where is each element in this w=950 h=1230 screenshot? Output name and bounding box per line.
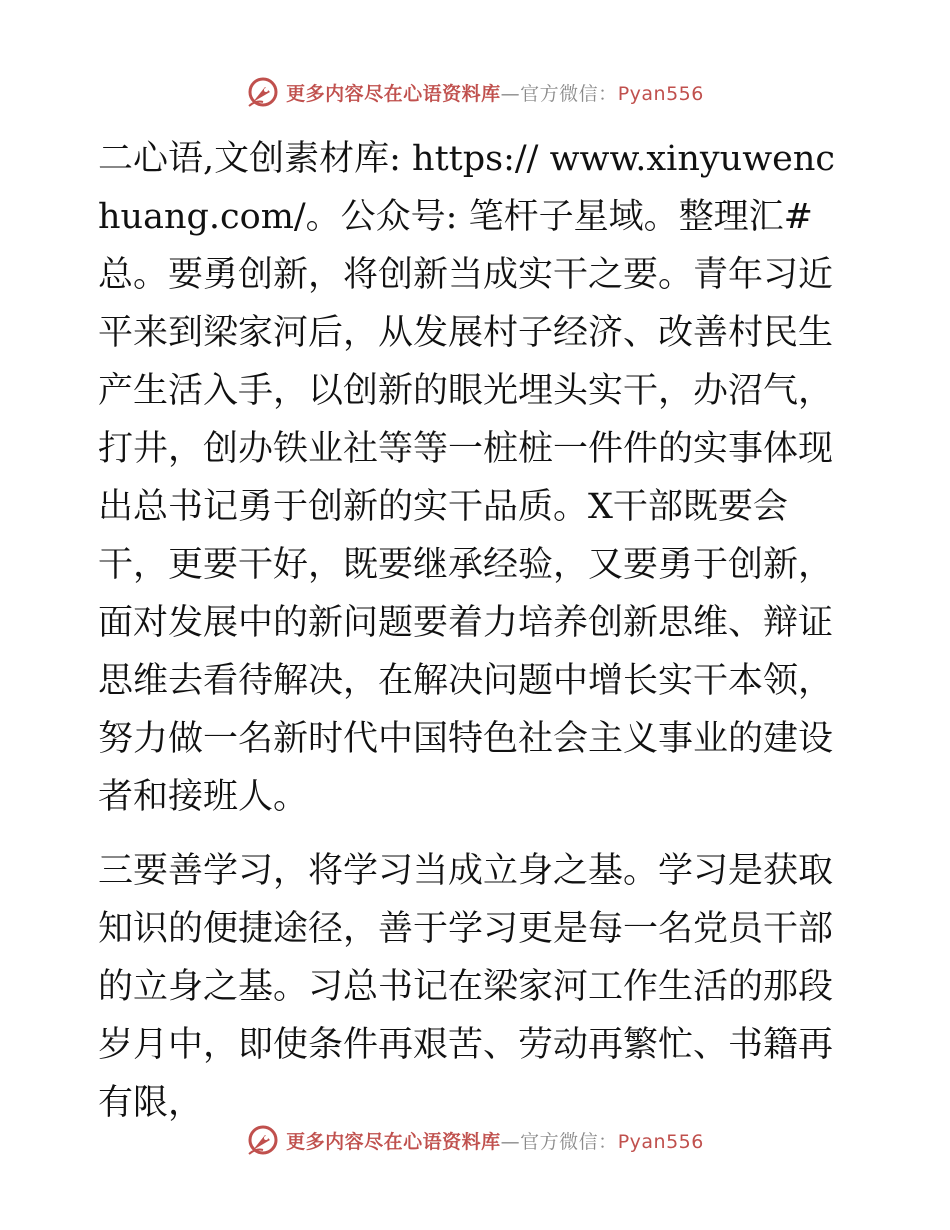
header-banner-text bbox=[286, 79, 704, 106]
header-banner bbox=[0, 72, 950, 112]
header-banner-separator: — bbox=[500, 82, 521, 105]
paragraph-1: 二心语,文创素材库: https:// www.xinyuwenchuang.com/。公众号: 笔杆子星域。整理汇#总。要勇创新，将创新当成实干之要。青年习近平来到梁家河后，从发展村子经济、改善村民生产生活入手，以创新的眼光埋头实干，办沼气，打井，创办铁业社等等一桩桩一件件的实事体现出总书记勇于创新的实干品质。X干部既要会干，更要干好，既要继承经验，又要勇于创新，面对发展中的新问题要着力培养创新思维、辩证思维去看待解决，在解决问题中增长实干本领，努力做一名新时代中国特色社会主义事业的建设者和接班人。 bbox=[98, 139, 836, 817]
header-banner-wechat-id: Pyan556 bbox=[617, 82, 704, 105]
pen-nib-logo-icon bbox=[246, 75, 280, 109]
footer-banner-official: 官方微信： bbox=[520, 1130, 618, 1153]
footer-banner bbox=[0, 1120, 950, 1160]
footer-banner-wechat-id: Pyan556 bbox=[617, 1130, 704, 1153]
header-banner-main: 更多内容尽在心语资料库 bbox=[286, 82, 501, 105]
paragraph-2: 三要善学习，将学习当成立身之基。学习是获取知识的便捷途径，善于学习更是每一名党员干部的立身之基。习总书记在梁家河工作生活的那段岁月中，即使条件再艰苦、劳动再繁忙、书籍再有限， bbox=[98, 851, 834, 1123]
header-banner-official: 官方微信： bbox=[520, 82, 618, 105]
footer-banner-main: 更多内容尽在心语资料库 bbox=[286, 1130, 501, 1153]
document-body bbox=[98, 130, 850, 1132]
footer-banner-text bbox=[286, 1127, 704, 1154]
footer-banner-separator: — bbox=[500, 1130, 521, 1153]
pen-nib-logo-icon bbox=[246, 1123, 280, 1157]
